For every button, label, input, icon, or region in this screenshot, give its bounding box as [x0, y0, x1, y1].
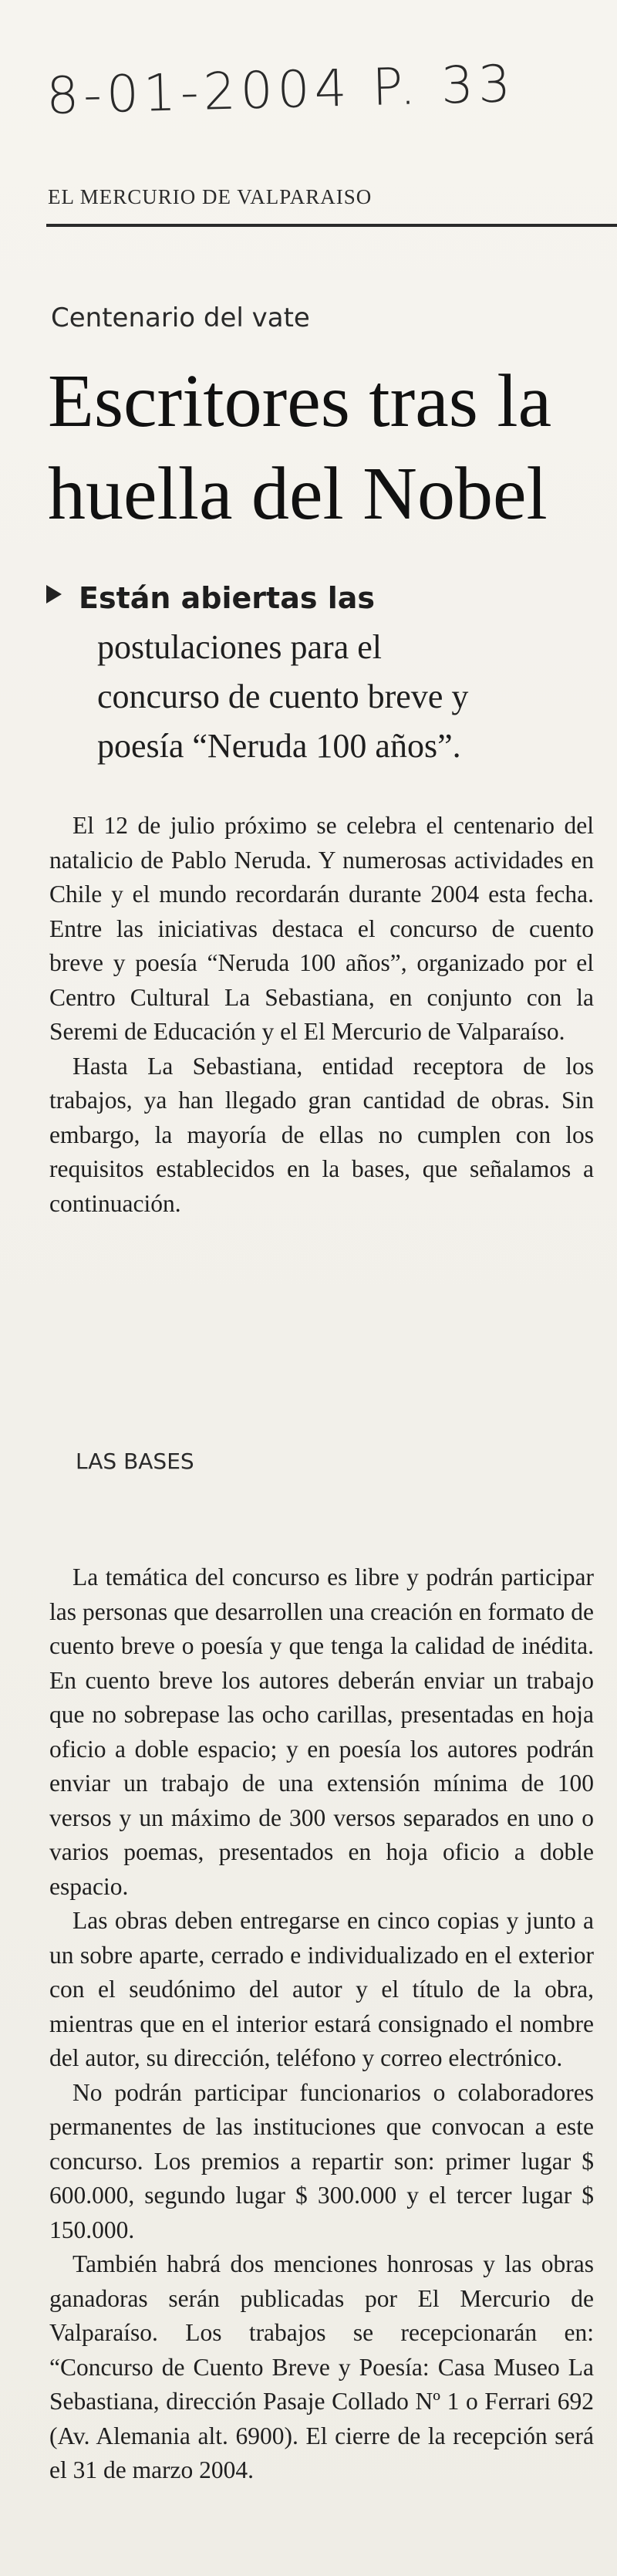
intro-paragraph: El 12 de julio próximo se celebra el centenario del natalicio de Pablo Neruda. Y numerosas actividades en Chile y el mundo recordarán durante 2004 esta fecha. Entre las iniciativas destaca el concurso de cuento breve y poesía “Neruda 100 años”, organizado por el Centro Cultural La Sebastiana, en conjunto con la Seremi de Educación y el El Mercurio de Valparaíso.: [49, 812, 594, 1045]
section-title: LAS BASES: [76, 1449, 194, 1474]
article-kicker: Centenario del vate: [51, 303, 310, 333]
headline-line-1: Escritores tras la: [48, 360, 552, 443]
bases-paragraph: Las obras deben entregarse en cinco copias y junto a un sobre aparte, cerrado e individualizado en el exterior con el seudónimo del autor y el título de la obra, mientras que en el interior estará consignado el nombre del autor, su dirección, teléfono y correo electrónico.: [49, 1907, 594, 2071]
newspaper-masthead: EL MERCURIO DE VALPARAISO: [48, 185, 373, 208]
bases-paragraph: La temática del concurso es libre y podrán participar las personas que desarrollen una creación en formato de cuento breve o poesía y que tenga la calidad de inédita. En cuento breve los autores deberán enviar un trabajo que no sobrepase las ocho carillas, presentadas en hoja oficio a doble espacio; y en poesía los autores podrán enviar un trabajo de una extensión mínima de 100 versos y un máximo de 300 versos separados en uno o varios poemas, presentados en hoja oficio a doble espacio.: [49, 1564, 594, 1900]
deck-line-2: concurso de cuento breve y: [97, 678, 469, 715]
bases-paragraph: No podrán participar funcionarios o colaboradores permanentes de las instituciones que convocan a este concurso. Los premios a repartir son: primer lugar $ 600.000, segundo lugar $ 300.000 y el tercer lugar $ 150.000.: [49, 2078, 594, 2243]
deck-line-3: poesía “Neruda 100 años”.: [97, 727, 461, 765]
deck-line-1: postulaciones para el: [97, 628, 382, 666]
bases-body: [49, 1560, 594, 2488]
intro-paragraph: Hasta La Sebastiana, entidad receptora de los trabajos, ya han llegado gran cantidad de obras. Sin embargo, la mayoría de ellas no cumplen con los requisitos establecidos en la bases, que señalamos a continuación.: [49, 1052, 594, 1217]
article-headline: [48, 355, 603, 540]
bases-paragraph: También habrá dos menciones honrosas y las obras ganadoras serán publicadas por El Mercurio de Valparaíso. Los trabajos se recepcionarán en: “Concurso de Cuento Breve y Poesía: Casa Museo La Sebastiana, dirección Pasaje Collado Nº 1 o Ferrari 692 (Av. Alemania alt. 6900). El cierre de la recepción será el 31 de marzo 2004.: [49, 2250, 594, 2483]
handwritten-date-note: 8-01-2004 P. 33: [46, 54, 516, 126]
article-deck: [46, 573, 586, 771]
bullet-arrow-icon: [46, 585, 62, 603]
deck-lead: Están abiertas las: [79, 581, 375, 615]
headline-line-2: huella del Nobel: [48, 452, 548, 536]
intro-body: [49, 809, 594, 1221]
masthead-divider: [46, 224, 617, 227]
